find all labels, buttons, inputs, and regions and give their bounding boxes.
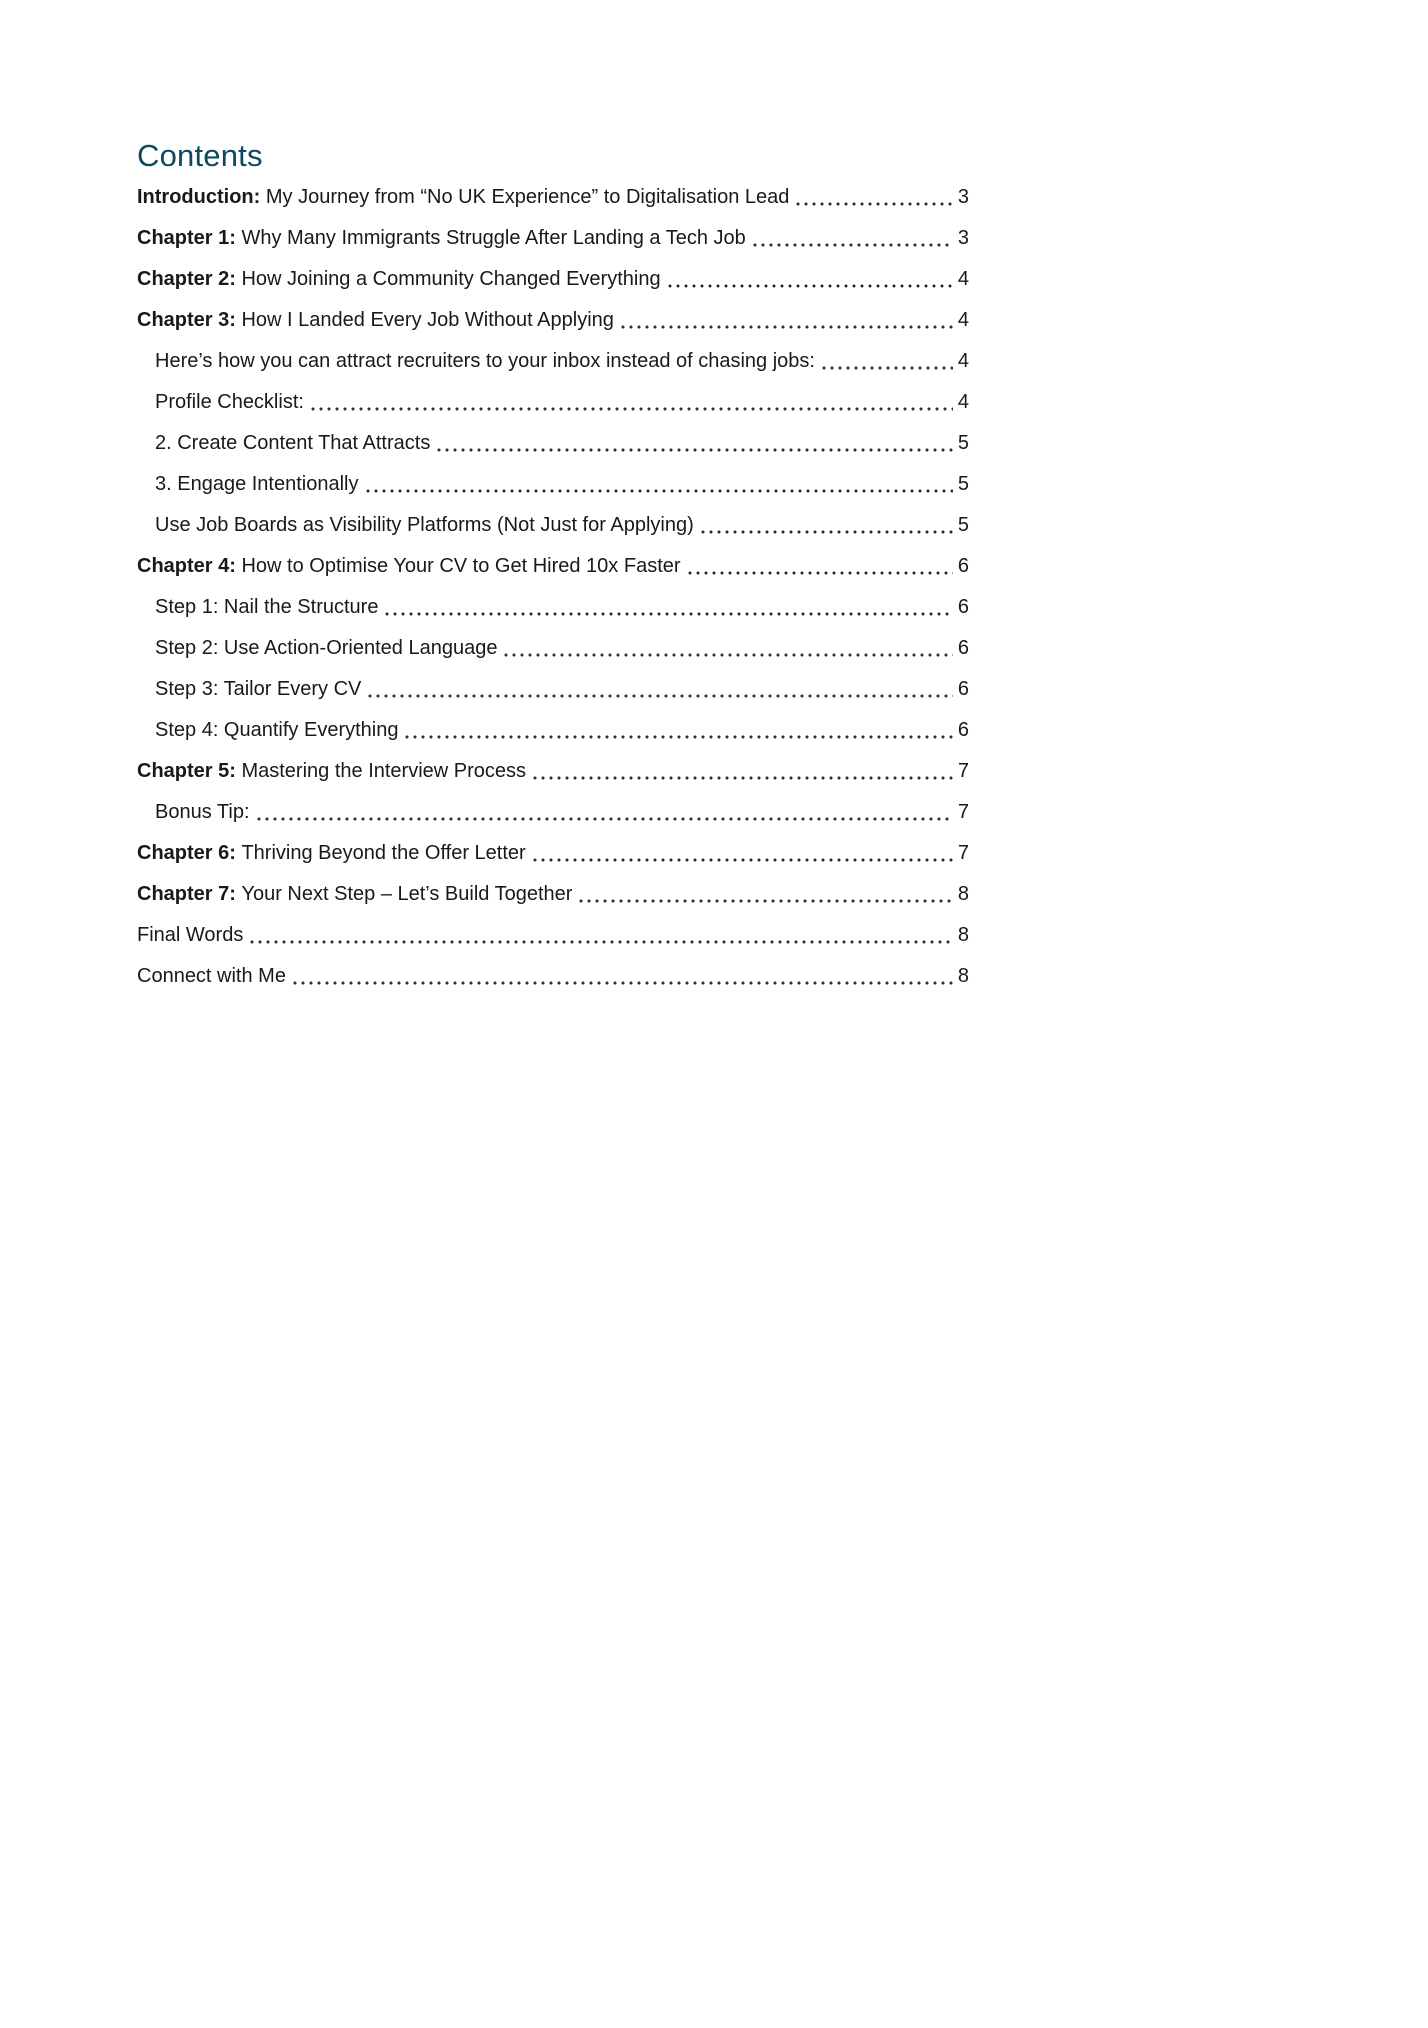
toc-page-number: 7	[957, 842, 969, 864]
toc-entry[interactable]	[137, 760, 969, 783]
toc-entry[interactable]	[137, 924, 969, 947]
toc-entry-text	[137, 842, 526, 865]
toc-entry-text	[155, 637, 497, 660]
dot-leader	[291, 981, 953, 985]
toc-entry-title: Mastering the Interview Process	[241, 760, 527, 782]
toc-entry-text	[137, 883, 572, 906]
toc-entry[interactable]	[137, 268, 969, 291]
toc-entry[interactable]	[137, 842, 969, 865]
toc-entry[interactable]	[137, 186, 969, 209]
dot-leader	[403, 735, 952, 739]
toc-entry-text	[155, 596, 378, 619]
toc-entry-title: Final Words	[137, 924, 244, 946]
toc-page-number: 6	[957, 596, 969, 618]
toc-entry[interactable]	[137, 473, 969, 496]
dot-leader	[248, 940, 953, 944]
toc-entry-text	[155, 514, 694, 537]
dot-leader	[383, 612, 952, 616]
toc-page-number: 8	[957, 883, 969, 905]
toc-page-number: 5	[957, 514, 969, 536]
toc-page-number: 8	[957, 924, 969, 946]
toc-entry[interactable]	[137, 391, 969, 414]
toc-entry[interactable]	[137, 432, 969, 455]
toc-entry[interactable]	[137, 965, 969, 988]
dot-leader	[364, 489, 953, 493]
toc-entry-text	[155, 473, 359, 496]
toc-page-number: 6	[957, 637, 969, 659]
toc-entry-text	[137, 227, 746, 250]
toc-entry-title: 3. Engage Intentionally	[155, 473, 359, 495]
toc-page-number: 5	[957, 432, 969, 454]
toc-page-number: 4	[957, 268, 969, 290]
toc-entry-prefix: Chapter 4:	[137, 555, 242, 577]
toc-entry-title: 2. Create Content That Attracts	[155, 432, 431, 454]
toc-entry[interactable]	[137, 309, 969, 332]
toc-entry-text	[155, 350, 815, 373]
toc-entry-text	[137, 924, 243, 947]
dot-leader	[309, 407, 953, 411]
toc-entry-prefix: Chapter 5:	[137, 760, 242, 782]
toc-entry-title: Thriving Beyond the Offer Letter	[241, 842, 526, 864]
toc-entry-title: Bonus Tip:	[155, 801, 250, 823]
dot-leader	[699, 530, 953, 534]
toc-entry-title: Use Job Boards as Visibility Platforms (Not Just for Applying)	[155, 514, 694, 536]
dot-leader	[366, 694, 952, 698]
toc-entry-text	[155, 801, 250, 824]
toc-page-number: 5	[957, 473, 969, 495]
toc-page-number: 6	[957, 678, 969, 700]
dot-leader	[502, 653, 952, 657]
toc-entry-title: Why Many Immigrants Struggle After Landing a Tech Job	[241, 227, 746, 249]
toc-entry-title: Your Next Step – Let’s Build Together	[241, 883, 573, 905]
toc-entry[interactable]	[137, 350, 969, 373]
toc-entry-title: How to Optimise Your CV to Get Hired 10x Faster	[241, 555, 681, 577]
toc-entry-title: Step 1: Nail the Structure	[155, 596, 379, 618]
dot-leader	[820, 366, 953, 370]
toc-page-number: 4	[957, 391, 969, 413]
toc-entry-text	[155, 719, 398, 742]
toc-entry-title: Step 4: Quantify Everything	[155, 719, 399, 741]
toc-entry-title: My Journey from “No UK Experience” to Digitalisation Lead	[265, 186, 790, 208]
dot-leader	[577, 899, 952, 903]
toc-page-number: 3	[957, 227, 969, 249]
dot-leader	[435, 448, 953, 452]
dot-leader	[255, 817, 953, 821]
toc-page-number: 4	[957, 350, 969, 372]
dot-leader	[531, 776, 953, 780]
toc-entry-title: Step 3: Tailor Every CV	[155, 678, 362, 700]
toc-entry-text	[137, 965, 286, 988]
toc-entry[interactable]	[137, 883, 969, 906]
toc-page-number: 7	[957, 760, 969, 782]
toc-entry[interactable]	[137, 227, 969, 250]
toc-page-number: 8	[957, 965, 969, 987]
toc-entry[interactable]	[137, 678, 969, 701]
toc-page-number: 6	[957, 719, 969, 741]
toc-entry-prefix: Introduction:	[137, 186, 266, 208]
dot-leader	[794, 202, 952, 206]
toc-entry[interactable]	[137, 637, 969, 660]
toc-entry-prefix: Chapter 2:	[137, 268, 242, 290]
toc-entry-title: Profile Checklist:	[155, 391, 304, 413]
toc-entry-text	[137, 268, 661, 291]
document-page	[137, 138, 969, 1006]
toc-entry[interactable]	[137, 596, 969, 619]
toc-entry-title: Step 2: Use Action-Oriented Language	[155, 637, 498, 659]
toc-page-number: 4	[957, 309, 969, 331]
toc-page-number: 3	[957, 186, 969, 208]
toc-entry-title: How I Landed Every Job Without Applying	[241, 309, 614, 331]
toc-entry-prefix: Chapter 7:	[137, 883, 242, 905]
toc-entry-prefix: Chapter 1:	[137, 227, 242, 249]
dot-leader	[686, 571, 953, 575]
toc-page-number: 6	[957, 555, 969, 577]
toc-entry-text	[137, 760, 526, 783]
toc-entry-title: Connect with Me	[137, 965, 286, 987]
table-of-contents	[137, 186, 969, 988]
toc-entry-text	[137, 186, 789, 209]
toc-entry[interactable]	[137, 719, 969, 742]
dot-leader	[619, 325, 953, 329]
toc-entry[interactable]	[137, 801, 969, 824]
contents-heading: Contents	[137, 138, 263, 173]
toc-entry-title: Here’s how you can attract recruiters to your inbox instead of chasing jobs:	[155, 350, 815, 372]
dot-leader	[751, 243, 953, 247]
toc-entry-title: How Joining a Community Changed Everything	[241, 268, 661, 290]
toc-entry[interactable]	[137, 555, 969, 578]
toc-entry-prefix: Chapter 6:	[137, 842, 242, 864]
toc-page-number: 7	[957, 801, 969, 823]
toc-entry-text	[155, 678, 361, 701]
dot-leader	[531, 858, 953, 862]
dot-leader	[666, 284, 953, 288]
toc-entry[interactable]	[137, 514, 969, 537]
toc-entry-text	[137, 309, 614, 332]
toc-entry-text	[137, 555, 681, 578]
toc-entry-text	[155, 432, 430, 455]
toc-entry-text	[155, 391, 304, 414]
toc-entry-prefix: Chapter 3:	[137, 309, 242, 331]
